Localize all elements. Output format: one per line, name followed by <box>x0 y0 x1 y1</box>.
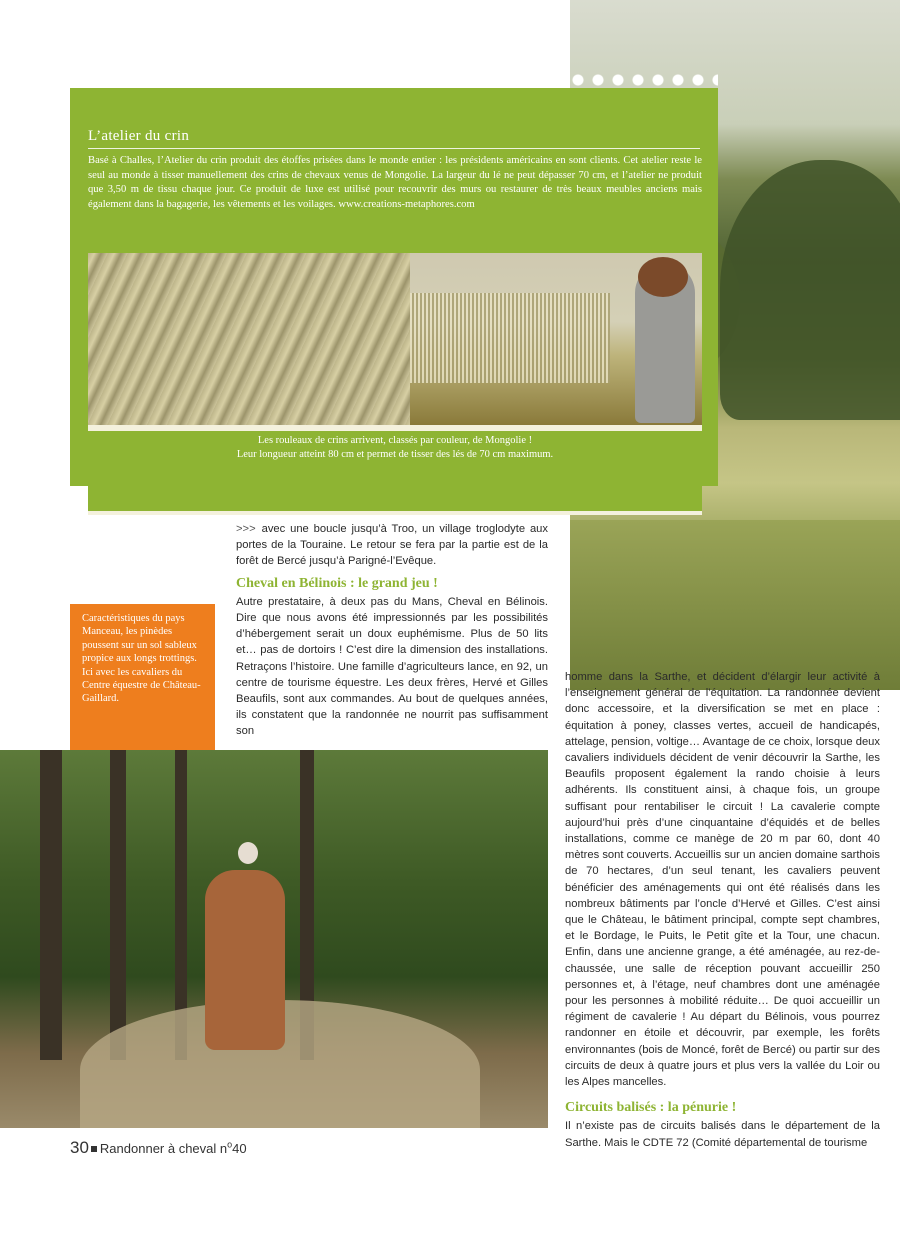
horsehair-rolls-photo <box>88 253 410 425</box>
intro-text: avec une boucle jusqu’à Troo, un village troglodyte aux portes de la Touraine. Le retour se fera par la partie est de la forêt de Bercé jusqu’à Parigné-l’Evêque. <box>236 523 548 568</box>
section-heading: Circuits balisés : la pénurie ! <box>565 1100 737 1116</box>
article-column-right <box>565 669 880 1151</box>
article-paragraph: Autre prestataire, à deux pas du Mans, Cheval en Bélinois. Dire que nous avons été impressionnés par les possibilités d’hébergement serait un doux euphémisme. Plus de 50 lits et… pas de dortoirs ! C’est dire la dimension des installations. Retraçons l’histoire. Une famille d’agriculteurs lance, en 92, un centre de tourisme équestre. Les deux frères, Hervé et Gilles Beaufils, sont aux commandes. Au bout de quelques années, ils constatent que la randonnée ne nourrit pas suffisamment son <box>236 595 548 738</box>
article-paragraph: homme dans la Sarthe, et décident d’élargir leur activité à l’enseignement général de l’équitation. La randonnée devient donc accessoire, et la diversification se met en place : équitation à poney, classes vertes, accueil de handicapés, attelage, pension, voltige… Avantage de ce choix, lorsque deux cavaliers individuels décident de venir découvrir la Sarthe, les Beaufils proposent également la rando choisie à leurs adhérents. Ils constituent ainsi, à chaque fois, un groupe suffisant pour rentabiliser le circuit ! La cavalerie compte aujourd’hui près d’une cinquantaine d’équidés et de belles installations, comme ce manège de 20 m par 60, dont 40 mètres sont couverts. Accueillis sur un ancien domaine sarthois de 70 hectares, d’un seul tenant, les cavaliers peuvent bénéficier des aménagements qui ont été réalisés dans les nombreux bâtiments par l’oncle d’Hervé et Gilles. C’est ainsi que le Château, le bâtiment principal, compte sept chambres, et le Bordage, le Puits, le Petit gîte et la Tour, une chacun. Enfin, dans une ancienne grange, a été aménagée, au rez-de-chaussée, une salle de réception pouvant accueillir 250 personnes et, à l’étage, neuf chambres dont une aménagée pour les personnes à mobilité réduite… De quoi accueillir un régiment de cavalerie ! Au départ du Bélinois, vous pourrez randonner en étoile et découvrir, par exemple, les forêts environnantes (bois de Moncé, forêt de Bercé) ou partir sur des circuits de deux à quatre jours et plus vers la vallée du Loir ou les Alpes mancelles. <box>565 671 880 1089</box>
photo-weaver-hair <box>638 257 688 297</box>
photo-rider-helmet <box>238 842 258 864</box>
photo-tree <box>720 160 900 420</box>
section-heading: Cheval en Bélinois : le grand jeu ! <box>236 575 438 591</box>
caption-line: Leur longueur atteint 80 cm et permet de tisser des lés de 70 cm maximum. <box>236 449 554 460</box>
photo-trunk <box>110 750 126 1060</box>
article-paragraph: Il n’existe pas de circuits balisés dans le département de la Sarthe. Mais le CDTE 72 (Comité départemental de tourisme <box>565 1120 880 1149</box>
photo-grass <box>570 520 900 690</box>
caption-line: Les rouleaux de crins arrivent, classés par couleur, de Mongolie ! <box>257 435 533 446</box>
issue-prefix: o <box>227 1139 233 1150</box>
box-title: L’atelier du crin <box>88 128 190 144</box>
article-column-left <box>236 521 548 740</box>
square-bullet-icon <box>91 1146 97 1152</box>
article-intro <box>236 521 548 570</box>
box-divider <box>88 148 700 149</box>
photo-trunk <box>40 750 62 1060</box>
page-footer <box>70 1138 247 1158</box>
box-photo-panel <box>88 253 702 515</box>
magazine-name: Randonner à cheval n <box>99 1141 228 1156</box>
torn-edge-decoration <box>70 74 718 96</box>
forest-riders-photo <box>0 750 548 1128</box>
loom-weaver-photo <box>410 253 702 425</box>
sidebar-caption-text: Caractéristiques du pays Manceau, les pinèdes poussent sur un sol sableux propice aux longs trottings. Ici avec les cavaliers du Centre équestre de Château-Gaillard. <box>82 613 201 705</box>
box-body-text: Basé à Challes, l’Atelier du crin produit des étoffes prisées dans le monde entier : les présidents américains en sont clients. Cet atelier reste le seul au monde à tisser manuellement des crins de chevaux venus de Mongolie. La largeur du lé ne peut dépasser 70 cm, et l’atelier ne produit que 3,50 m de tissu chaque jour. Ce produit de luxe est utilisé pour recouvrir des murs ou restaurer de très beaux meubles anciens mais également dans la bagagerie, les vêtements et les voilages. www.creations-metaphores.com <box>88 155 702 210</box>
continuation-arrows: >>> <box>236 523 256 535</box>
atelier-info-box <box>70 88 718 486</box>
photo-loom <box>410 293 610 383</box>
page-number: 30 <box>70 1138 89 1157</box>
photo-sidebar-caption <box>70 604 215 752</box>
photo-caption <box>88 431 702 511</box>
issue-number: 40 <box>232 1141 247 1156</box>
photo-horse-rider <box>205 870 285 1050</box>
